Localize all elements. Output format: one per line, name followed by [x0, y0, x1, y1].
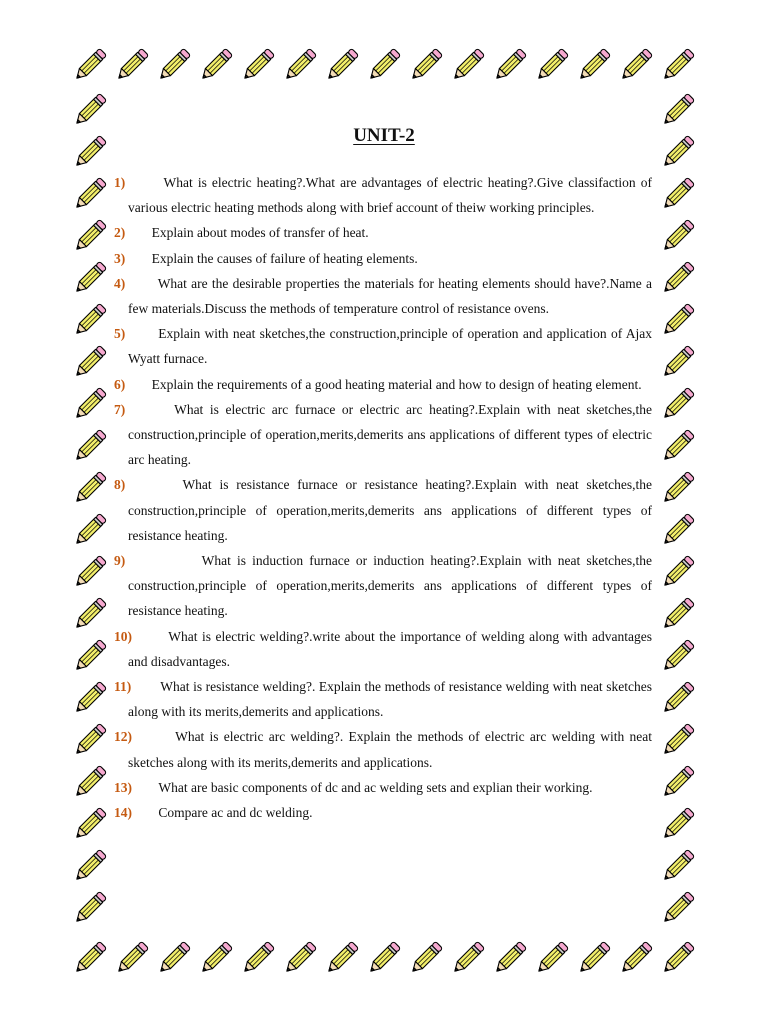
pencil-icon: [658, 846, 698, 886]
pencil-icon: [112, 938, 152, 978]
pencil-icon: [238, 45, 278, 85]
pencil-icon: [532, 938, 572, 978]
question-number: 13): [114, 779, 132, 795]
question-number: 3): [114, 250, 126, 266]
pencil-icon: [238, 938, 278, 978]
pencil-icon: [70, 678, 110, 718]
pencil-icon: [658, 678, 698, 718]
pencil-icon: [658, 510, 698, 550]
list-item: [114, 674, 652, 724]
question-number: 10): [114, 628, 132, 644]
pencil-icon: [70, 300, 110, 340]
pencil-icon: [70, 938, 110, 978]
pencil-icon: [658, 720, 698, 760]
list-item: [114, 472, 652, 548]
pencil-icon: [70, 216, 110, 256]
list-item: [114, 246, 652, 271]
pencil-icon: [658, 258, 698, 298]
pencil-icon: [406, 45, 446, 85]
list-item: [114, 220, 652, 245]
pencil-icon: [490, 938, 530, 978]
question-number: 1): [114, 175, 126, 190]
question-text: What is electric welding?.write about the importance of welding along with advantages and disadvantages.: [128, 628, 653, 669]
question-text: What is electric arc welding?. Explain the methods of electric arc welding with neat sketches along with its merits,demerits and applications.: [128, 729, 653, 770]
question-text: What is resistance furnace or resistance heating?.Explain with neat sketches,the construction,principle of operation,merits,demerits ans applications of different types of resistance heating.: [128, 477, 652, 543]
list-item: [114, 271, 652, 321]
question-number: 5): [114, 326, 126, 342]
pencil-icon: [616, 45, 656, 85]
question-number: 7): [114, 401, 126, 417]
page-title: UNIT-2: [353, 124, 415, 146]
pencil-icon: [70, 426, 110, 466]
question-number: 2): [114, 225, 126, 241]
pencil-icon: [658, 384, 698, 424]
pencil-icon: [322, 45, 362, 85]
question-text: Explain about modes of transfer of heat.: [151, 225, 369, 241]
pencil-icon: [70, 846, 110, 886]
pencil-icon: [70, 762, 110, 802]
question-text: What is resistance welding?. Explain the methods of resistance welding with neat sketches along with its merits,demerits and applications.: [128, 679, 653, 720]
pencil-icon: [112, 45, 152, 85]
pencil-icon: [70, 510, 110, 550]
pencil-icon: [70, 342, 110, 382]
pencil-icon: [658, 174, 698, 214]
pencil-icon: [70, 258, 110, 298]
pencil-icon: [658, 426, 698, 466]
question-number: 11): [114, 679, 132, 695]
pencil-icon: [70, 804, 110, 844]
pencil-icon: [70, 468, 110, 508]
list-item: [114, 170, 652, 220]
pencil-icon: [448, 938, 488, 978]
pencil-icon: [70, 720, 110, 760]
list-item: [114, 548, 652, 624]
pencil-icon: [154, 938, 194, 978]
question-text: What is electric heating?.What are advantages of electric heating?.Give classifaction of various electric heating methods along with brief account of theiw working principles.: [128, 175, 653, 216]
pencil-icon: [658, 552, 698, 592]
pencil-icon: [322, 938, 362, 978]
list-item: [114, 775, 652, 800]
pencil-icon: [70, 174, 110, 214]
question-number: 6): [114, 376, 126, 392]
question-text: Explain the causes of failure of heating elements.: [151, 250, 418, 266]
pencil-icon: [196, 938, 236, 978]
question-text: Explain the requirements of a good heating material and how to design of heating element.: [151, 376, 642, 392]
pencil-icon: [70, 45, 110, 85]
pencil-icon: [280, 938, 320, 978]
pencil-icon: [658, 762, 698, 802]
list-item: [114, 397, 652, 473]
pencil-icon: [406, 938, 446, 978]
pencil-icon: [532, 45, 572, 85]
pencil-icon: [490, 45, 530, 85]
pencil-icon: [658, 938, 698, 978]
pencil-icon: [658, 636, 698, 676]
question-number: 12): [114, 729, 132, 745]
question-text: What are basic components of dc and ac welding sets and explian their working.: [158, 779, 593, 795]
pencil-icon: [70, 636, 110, 676]
question-number: 14): [114, 805, 132, 821]
list-item: [114, 724, 652, 774]
pencil-icon: [658, 300, 698, 340]
pencil-icon: [574, 938, 614, 978]
list-item: [114, 372, 652, 397]
pencil-icon: [658, 342, 698, 382]
question-text: Compare ac and dc welding.: [158, 805, 313, 821]
question-number: 8): [114, 477, 126, 493]
pencil-icon: [70, 384, 110, 424]
pencil-icon: [574, 45, 614, 85]
pencil-icon: [658, 888, 698, 928]
list-item: [114, 624, 652, 674]
list-item: [114, 321, 652, 371]
pencil-icon: [70, 888, 110, 928]
pencil-icon: [658, 45, 698, 85]
pencil-icon: [364, 938, 404, 978]
list-item: [114, 800, 652, 825]
pencil-icon: [154, 45, 194, 85]
question-text: Explain with neat sketches,the construction,principle of operation and application of Ajax Wyatt furnace.: [128, 326, 653, 367]
pencil-icon: [280, 45, 320, 85]
pencil-icon: [448, 45, 488, 85]
question-list: [114, 170, 652, 825]
question-number: 9): [114, 553, 126, 569]
pencil-icon: [658, 804, 698, 844]
pencil-icon: [658, 468, 698, 508]
pencil-icon: [70, 594, 110, 634]
question-text: What is induction furnace or induction heating?.Explain with neat sketches,the construction,principle of operation,merits,demerits ans applications of different types of resistance heating.: [128, 553, 653, 619]
question-number: 4): [114, 275, 126, 291]
question-text: What are the desirable properties the materials for heating elements should have?.Name a few materials.Discuss the methods of temperature control of resistance ovens.: [128, 275, 652, 317]
pencil-icon: [616, 938, 656, 978]
pencil-icon: [196, 45, 236, 85]
pencil-icon: [658, 216, 698, 256]
pencil-icon: [70, 552, 110, 592]
pencil-icon: [658, 594, 698, 634]
question-text: What is electric arc furnace or electric arc heating?.Explain with neat sketches,the construction,principle of operation,merits,demerits ans applications of different types of electric arc heating.: [128, 401, 652, 468]
pencil-icon: [364, 45, 404, 85]
